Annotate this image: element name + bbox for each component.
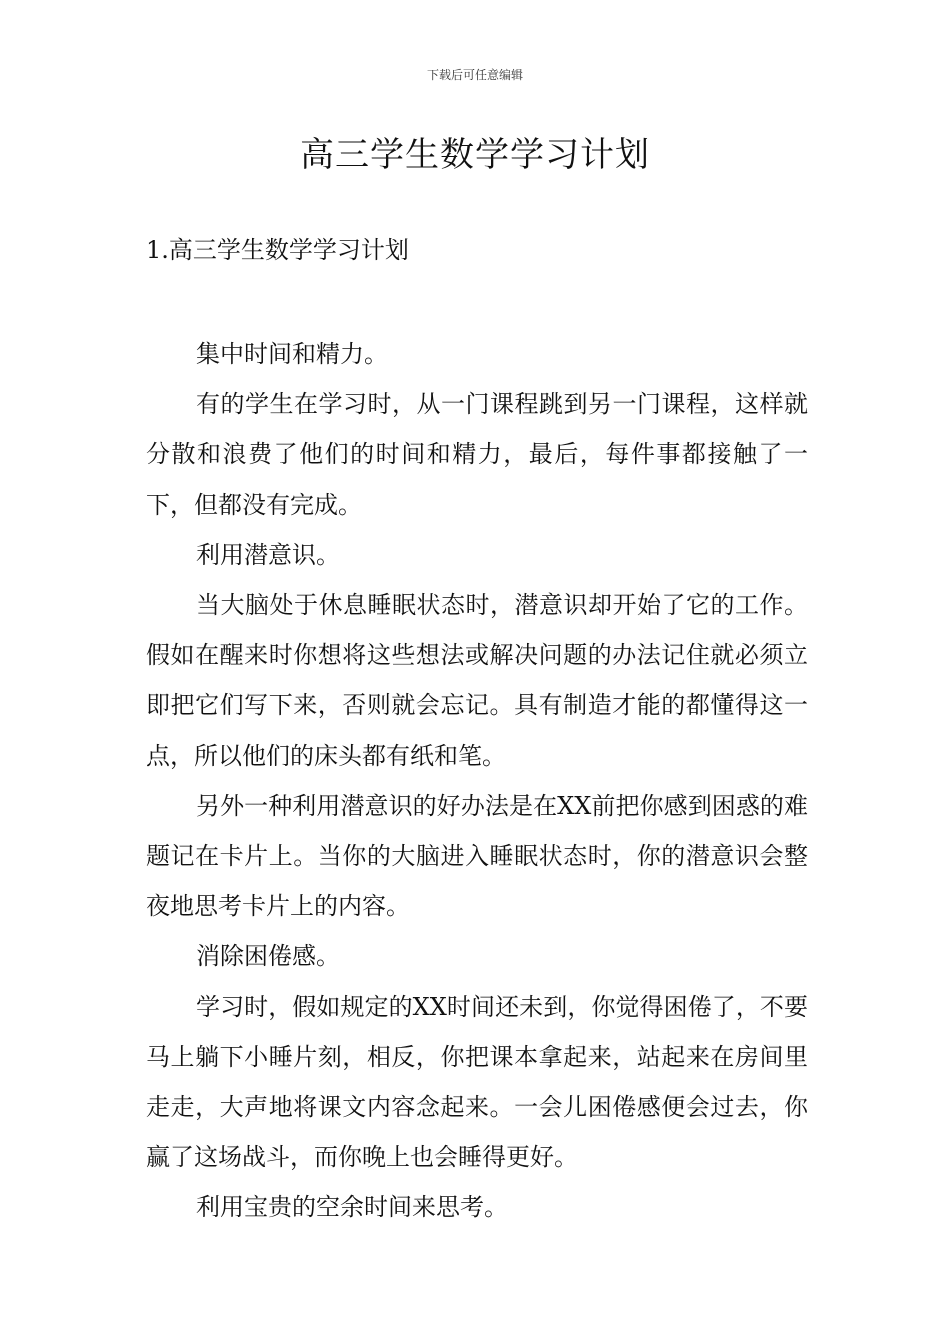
paragraph: 有的学生在学习时，从一门课程跳到另一门课程，这样就分散和浪费了他们的时间和精力，最后，每件事都接触了一下，但都没有完成。 bbox=[146, 390, 808, 519]
paragraph: 学习时，假如规定的XX时间还未到，你觉得困倦了，不要马上躺下小睡片刻，相反，你把课本拿起来，站起来在房间里走走，大声地将课文内容念起来。一会儿困倦感便会过去，你赢了这场战斗，而你晚上也会睡得更好。 bbox=[146, 992, 808, 1172]
paragraph: 集中时间和精力。 bbox=[196, 340, 388, 368]
document-title: 高三学生数学学习计划 bbox=[300, 135, 650, 175]
paragraph: 另外一种利用潜意识的好办法是在XX前把你感到困惑的难题记在卡片上。当你的大脑进入睡眠状态时，你的潜意识会整夜地思考卡片上的内容。 bbox=[146, 791, 808, 921]
paragraph: 利用潜意识。 bbox=[196, 540, 340, 569]
paragraph: 利用宝贵的空余时间来思考。 bbox=[196, 1193, 508, 1222]
section-heading: 1.高三学生数学学习计划 bbox=[146, 236, 409, 264]
header-note: 下载后可任意编辑 bbox=[426, 68, 523, 82]
paragraph: 消除困倦感。 bbox=[196, 942, 340, 971]
document-body bbox=[146, 329, 808, 1233]
paragraph: 当大脑处于休息睡眠状态时，潜意识却开始了它的工作。假如在醒来时你想将这些想法或解决问题的办法记住就必须立即把它们写下来，否则就会忘记。具有制造才能的都懂得这一点，所以他们的床头都有纸和笔。 bbox=[146, 591, 808, 770]
